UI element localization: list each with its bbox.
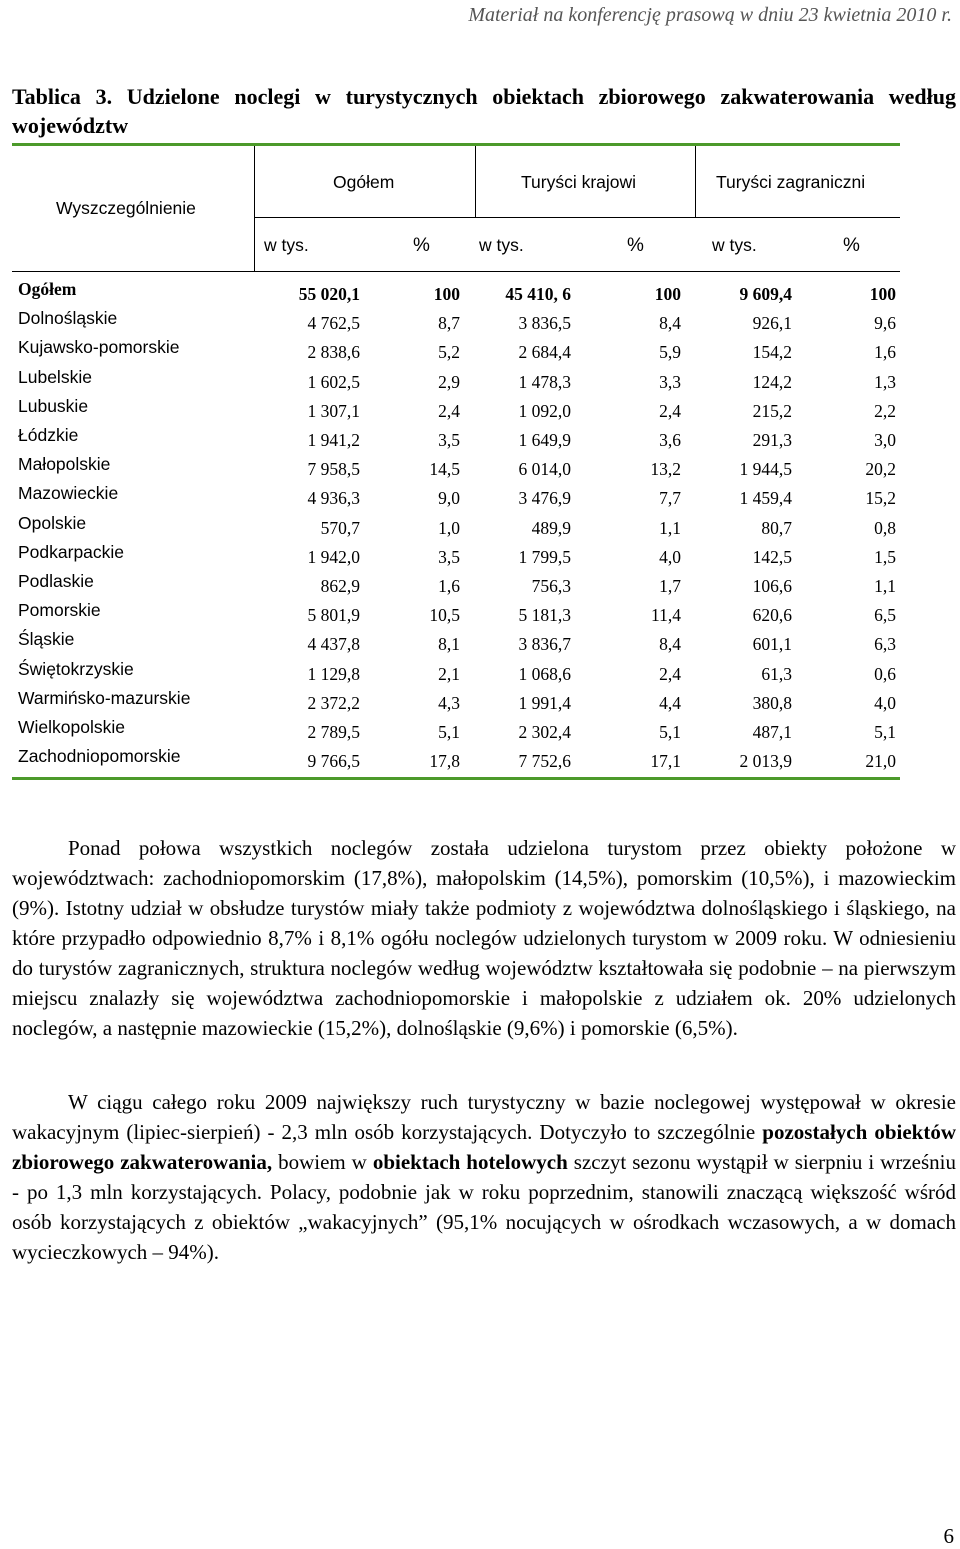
row-value: 1,5 xyxy=(874,546,896,567)
row-value: 4 936,3 xyxy=(307,488,360,509)
row-value: 2,4 xyxy=(659,400,681,421)
row-value: 1 944,5 xyxy=(739,459,792,480)
table-row xyxy=(0,599,960,628)
row-label: Łódzkie xyxy=(18,425,79,445)
row-label: Lubuskie xyxy=(18,395,89,416)
row-value: 2,2 xyxy=(874,400,896,421)
subheader-foreign-pct: % xyxy=(843,235,860,256)
header-bottom-line xyxy=(12,271,900,272)
table-row xyxy=(0,541,960,570)
paragraph-1-text: Ponad połowa wszystkich noclegów została udzielona turystom przez obiekty położone w województwach: zachodniopomorskim (17,8%), małopolskim (14,5%), pomorskim (10,5%), i mazowieckim (9%). Istotny udział w obsłudze turystów miały także podmioty z województwa dolnośląskiego i śląskiego, na które przypadło odpowiednio 8,7% i 8,1% ogółu noclegów udzielonych turystom w 2009 roku. W odniesieniu do turystów zagranicznych, struktura noclegów według województw kształtowała się podobnie – na pierwszym miejscu znalazły się województwa zachodniopomorskie i małopolskie z udziałem ok. 20% udzielonych noclegów, a następnie mazowieckie (15,2%), dolnośląskie (9,6%) i pomorskie (6,5%). xyxy=(12,836,956,1040)
row-value: 6,5 xyxy=(874,605,896,626)
row-value: 5,9 xyxy=(659,342,681,363)
paragraph-2-bold1: pozostałych obiektów zbiorowego zakwaterowania, xyxy=(12,1120,956,1174)
row-value: 3,6 xyxy=(659,430,681,450)
row-value: 2,1 xyxy=(438,663,460,684)
group-header-total: Ogółem xyxy=(333,172,395,192)
row-value: 291,3 xyxy=(752,430,792,450)
table-row xyxy=(0,687,960,716)
table-top-rule xyxy=(12,143,900,146)
table-title: Tablica 3. Udzielone noclegi w turystycznych obiektach zbiorowego zakwaterowania według województw xyxy=(12,84,956,138)
paragraph-1 xyxy=(12,833,956,1043)
row-value: 21,0 xyxy=(865,751,896,772)
row-value: 154,2 xyxy=(752,342,792,363)
row-value: 17,8 xyxy=(429,751,460,772)
row-value: 2 684,4 xyxy=(518,342,571,363)
page-number: 6 xyxy=(943,1524,954,1548)
table-row xyxy=(0,453,960,482)
row-value: 1 129,8 xyxy=(307,663,360,684)
row-value: 5 801,9 xyxy=(307,605,360,626)
row-label: Warmińsko-mazurskie xyxy=(18,687,191,708)
row-value: 3 476,9 xyxy=(518,488,571,509)
header-divider-line xyxy=(254,217,900,218)
subheader-total-pct: % xyxy=(413,235,430,256)
row-value: 5,1 xyxy=(438,722,460,742)
row-value: 1,1 xyxy=(874,576,896,596)
stub-header: Wyszczególnienie xyxy=(56,198,196,218)
row-value: 7 958,5 xyxy=(307,459,360,480)
row-value: 8,4 xyxy=(659,313,681,334)
row-value: 9,0 xyxy=(438,488,460,509)
row-label: Podkarpackie xyxy=(18,541,125,562)
row-value: 5 181,3 xyxy=(518,605,571,626)
row-value: 45 410, 6 xyxy=(505,284,571,304)
paragraph-2-bold2: obiektach hotelowych xyxy=(372,1150,568,1174)
row-label: Opolskie xyxy=(18,512,87,533)
row-value: 17,1 xyxy=(650,751,681,772)
row-value: 1,1 xyxy=(659,517,681,538)
row-value: 926,1 xyxy=(752,313,792,334)
row-label: Kujawsko-pomorskie xyxy=(18,337,180,358)
row-value: 100 xyxy=(433,284,460,304)
table-row xyxy=(0,628,960,657)
row-value: 0,6 xyxy=(874,663,896,684)
row-value: 14,5 xyxy=(429,459,460,480)
row-value: 5,1 xyxy=(874,722,896,742)
row-value: 11,4 xyxy=(651,605,681,626)
subheader-total-tys: w tys. xyxy=(264,235,309,255)
row-value: 142,5 xyxy=(752,546,792,567)
row-value: 4,0 xyxy=(874,692,896,713)
row-label: Małopolskie xyxy=(18,454,111,475)
paragraph-2-part3: szczyt sezonu wystąpił w sierpniu i wrześniu - po 1,3 mln korzystających. Polacy, podobnie jak w roku poprzednim, stanowili znaczącą większość wśród osób korzystających z obiektów „wakacyjnych” (95,1% nocujących w ośrodkach wczasowych, a w domach wycieczkowych – 94%). xyxy=(12,1150,956,1264)
table-row xyxy=(0,570,960,599)
row-value: 487,1 xyxy=(752,722,792,742)
row-value: 9 766,5 xyxy=(307,751,360,772)
paragraph-2-part2: bowiem w xyxy=(272,1150,373,1174)
row-value: 1,3 xyxy=(874,371,896,392)
row-value: 1 068,6 xyxy=(518,663,571,684)
row-value: 1 459,4 xyxy=(739,488,792,509)
table-row xyxy=(0,366,960,395)
row-value: 3,3 xyxy=(659,371,681,392)
row-value: 1,6 xyxy=(874,342,896,363)
row-value: 2 013,9 xyxy=(739,751,792,772)
row-value: 9,6 xyxy=(874,313,896,334)
row-label: Wielkopolskie xyxy=(18,717,125,737)
paragraph-2-part1: W ciągu całego roku 2009 największy ruch turystyczny w bazie noclegowej występował w okresie wakacyjnym (lipiec-sierpień) - 2,3 mln osób korzystających. Dotyczyło to szczególnie xyxy=(12,1090,956,1144)
row-value: 5,2 xyxy=(438,342,460,363)
row-value: 80,7 xyxy=(761,517,792,538)
table-row xyxy=(0,658,960,687)
row-value: 7,7 xyxy=(659,488,681,509)
row-value: 3 836,7 xyxy=(518,634,571,655)
row-value: 106,6 xyxy=(752,576,792,596)
row-value: 1,0 xyxy=(438,517,460,538)
row-value: 0,8 xyxy=(874,517,896,538)
row-label: Śląskie xyxy=(18,629,75,650)
header-vline-2 xyxy=(475,146,476,218)
table-row xyxy=(0,424,960,453)
row-value: 2,4 xyxy=(438,400,460,421)
row-value: 4,0 xyxy=(659,546,681,567)
row-value: 2 789,5 xyxy=(307,722,360,742)
row-value: 2 372,2 xyxy=(307,692,360,713)
row-value: 756,3 xyxy=(531,576,571,596)
row-value: 2,9 xyxy=(438,371,460,392)
group-header-domestic: Turyści krajowi xyxy=(521,172,637,192)
row-value: 380,8 xyxy=(752,692,792,713)
row-label: Mazowieckie xyxy=(18,483,119,504)
row-value: 1,7 xyxy=(659,576,681,596)
table-row xyxy=(0,482,960,511)
row-value: 2 302,4 xyxy=(518,722,571,742)
row-value: 1 092,0 xyxy=(518,400,571,421)
header-vline-3 xyxy=(695,146,696,218)
row-label: Zachodniopomorskie xyxy=(18,746,181,767)
row-value: 4,3 xyxy=(438,692,460,713)
row-value: 1 602,5 xyxy=(307,371,360,392)
row-value: 8,1 xyxy=(438,634,460,655)
table-row xyxy=(0,512,960,541)
row-value: 6,3 xyxy=(874,634,896,655)
table-row-total xyxy=(0,278,960,307)
table-row xyxy=(0,307,960,336)
row-value: 3,0 xyxy=(874,430,896,450)
row-label: Świętokrzyskie xyxy=(18,658,134,679)
row-value: 6 014,0 xyxy=(518,459,571,480)
table-row xyxy=(0,745,960,774)
row-value: 4 437,8 xyxy=(307,634,360,655)
row-value: 13,2 xyxy=(650,459,681,480)
row-value: 4 762,5 xyxy=(307,313,360,334)
row-value: 3,5 xyxy=(438,546,460,567)
row-value: 1 649,9 xyxy=(518,430,571,450)
row-value: 215,2 xyxy=(752,400,792,421)
row-value: 55 020,1 xyxy=(298,284,360,304)
row-value: 1 478,3 xyxy=(518,371,571,392)
row-value: 620,6 xyxy=(752,605,792,626)
row-value: 3 836,5 xyxy=(518,313,571,334)
row-value: 100 xyxy=(654,284,681,304)
row-value: 124,2 xyxy=(752,371,792,392)
row-value: 489,9 xyxy=(531,517,571,538)
row-value: 10,5 xyxy=(429,605,460,626)
row-value: 570,7 xyxy=(320,517,360,538)
row-value: 1 307,1 xyxy=(307,400,360,421)
table-row xyxy=(0,716,960,745)
subheader-domestic-pct: % xyxy=(627,235,644,256)
row-value: 100 xyxy=(869,284,896,304)
row-value: 9 609,4 xyxy=(739,284,792,304)
table-row xyxy=(0,336,960,365)
row-label: Ogółem xyxy=(18,279,77,299)
row-value: 15,2 xyxy=(865,488,896,509)
row-value: 862,9 xyxy=(320,576,360,596)
row-value: 2 838,6 xyxy=(307,342,360,363)
subheader-domestic-tys: w tys. xyxy=(479,235,524,255)
row-label: Pomorskie xyxy=(18,600,101,621)
row-value: 1,6 xyxy=(438,576,460,596)
row-value: 8,7 xyxy=(438,313,460,334)
row-value: 1 941,2 xyxy=(307,430,360,450)
header-note: Materiał na konferencję prasową w dniu 23 kwietnia 2010 r. xyxy=(468,4,952,26)
table-row xyxy=(0,395,960,424)
row-value: 4,4 xyxy=(659,692,681,713)
row-value: 5,1 xyxy=(659,722,681,742)
row-value: 3,5 xyxy=(438,430,460,450)
table-bottom-rule xyxy=(12,777,900,780)
row-value: 1 799,5 xyxy=(518,546,571,567)
row-label: Podlaskie xyxy=(18,571,94,591)
row-value: 601,1 xyxy=(752,634,792,655)
row-label: Lubelskie xyxy=(18,366,92,387)
row-value: 8,4 xyxy=(659,634,681,655)
header-vline-1 xyxy=(254,146,255,271)
group-header-foreign: Turyści zagraniczni xyxy=(716,172,866,192)
row-value: 61,3 xyxy=(761,663,792,684)
row-value: 7 752,6 xyxy=(518,751,571,772)
row-value: 1 991,4 xyxy=(518,692,571,713)
row-value: 20,2 xyxy=(865,459,896,480)
row-value: 1 942,0 xyxy=(307,546,360,567)
row-label: Dolnośląskie xyxy=(18,308,118,329)
row-value: 2,4 xyxy=(659,663,681,684)
paragraph-2 xyxy=(12,1087,956,1267)
subheader-foreign-tys: w tys. xyxy=(712,235,757,255)
